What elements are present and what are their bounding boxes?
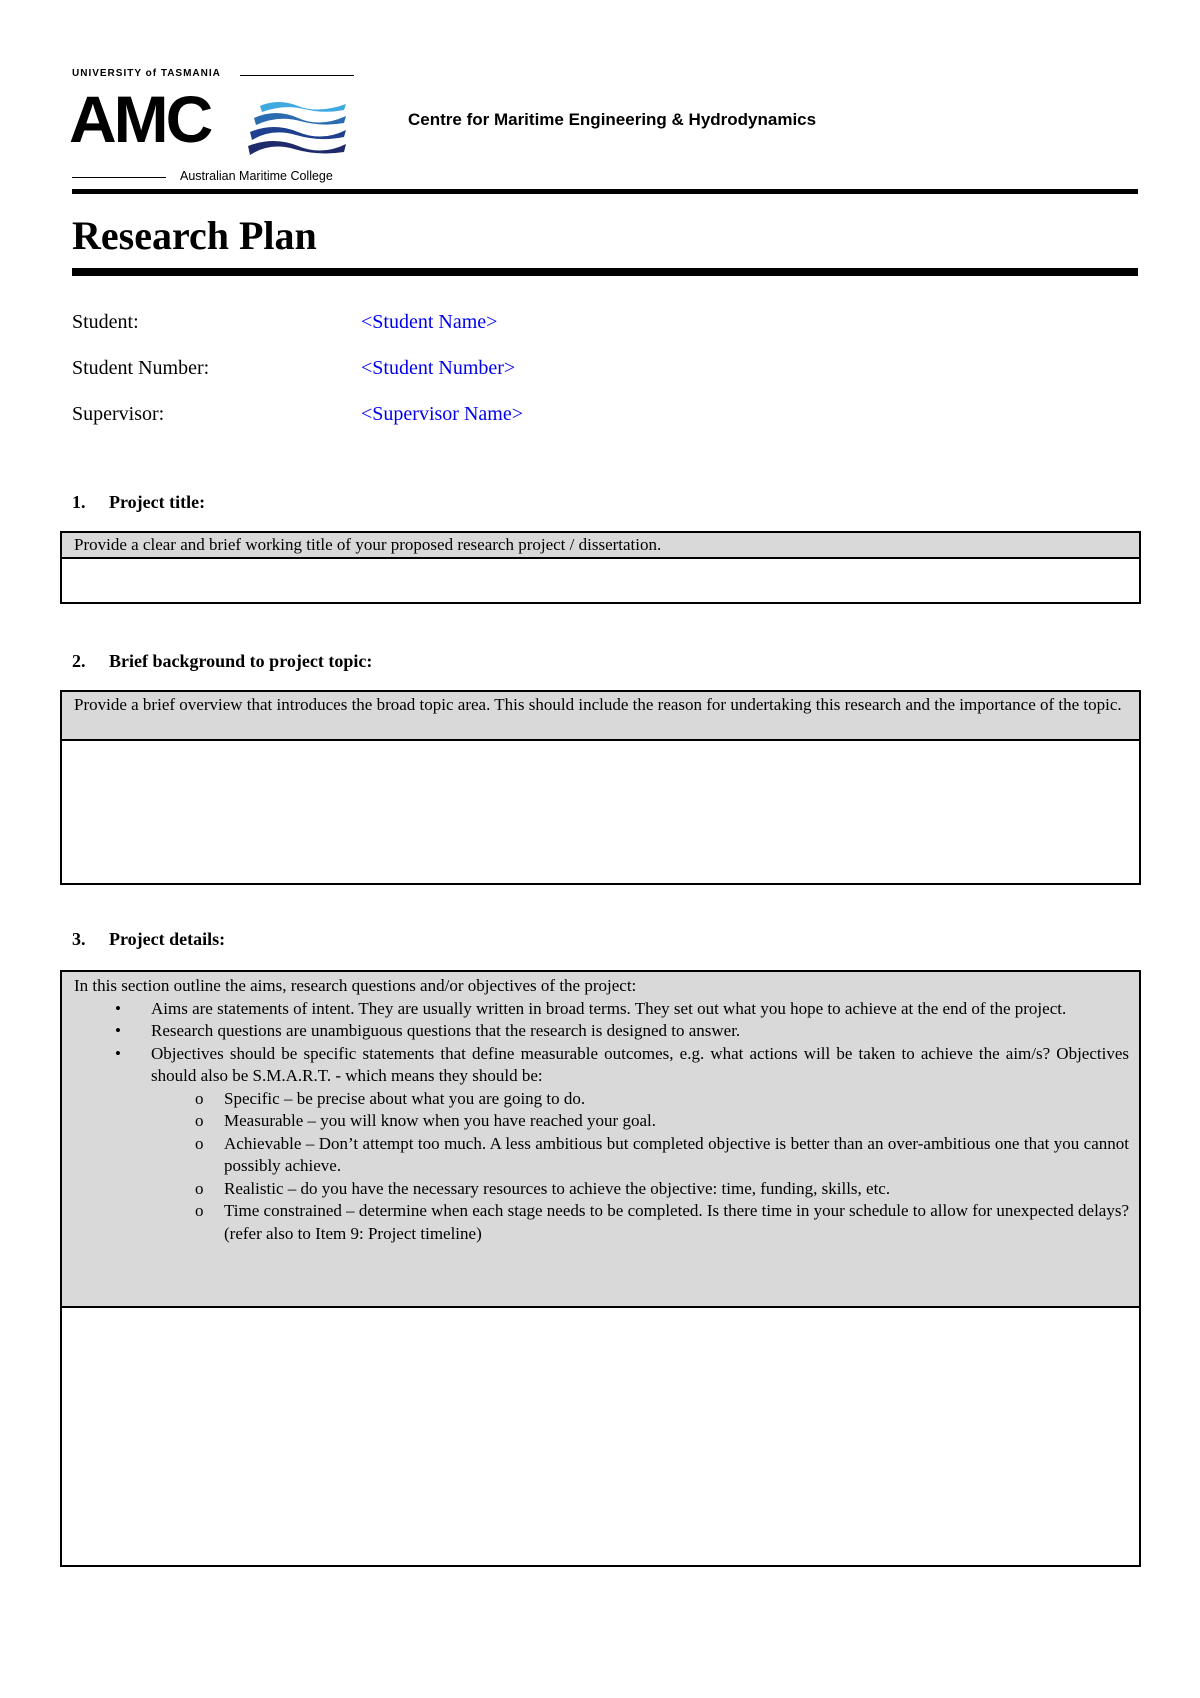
project-title-input[interactable] bbox=[62, 559, 1139, 602]
section-number: 3. bbox=[72, 929, 86, 949]
project-details-box bbox=[60, 970, 1141, 1567]
bullet-list bbox=[74, 998, 1129, 1246]
supervisor-label: Supervisor: bbox=[72, 403, 165, 425]
smart-item bbox=[74, 1200, 1129, 1245]
section-title: Project title: bbox=[109, 492, 206, 512]
student-label: Student: bbox=[72, 311, 139, 333]
section-3-heading bbox=[72, 929, 225, 950]
smart-item bbox=[74, 1088, 1129, 1111]
smart-text: Time constrained – determine when each stage needs to be completed. Is there time in your schedule to allow for unexpected delays? (refer also to Item 9: Project timeline) bbox=[224, 1201, 1129, 1243]
student-name-field[interactable]: <Student Name> bbox=[361, 311, 498, 333]
smart-text: Measurable – you will know when you have reached your goal. bbox=[224, 1111, 656, 1130]
section-prompt bbox=[62, 533, 1139, 559]
section-2-heading bbox=[72, 651, 372, 672]
smart-item bbox=[74, 1110, 1129, 1133]
centre-name: Centre for Maritime Engineering & Hydrodynamics bbox=[408, 110, 817, 129]
header-rule bbox=[72, 189, 1138, 194]
prompt-text: Provide a brief overview that introduces the broad topic area. This should include the reason for undertaking this research and the importance of the topic. bbox=[74, 695, 1122, 714]
college-name: Australian Maritime College bbox=[180, 169, 333, 183]
page-title: Research Plan bbox=[72, 213, 317, 258]
amc-logo bbox=[69, 68, 354, 188]
bullet-text: Objectives should be specific statements that define measurable outcomes, e.g. what actions will be taken to achieve the aim/s? Objectives should also be S.M.A.R.T. - which means they should be: bbox=[151, 1043, 1129, 1085]
section-number: 2. bbox=[72, 651, 86, 671]
logo-rule-bottom bbox=[72, 177, 166, 178]
section-prompt bbox=[62, 972, 1139, 1308]
smart-text: Achievable – Don’t attempt too much. A less ambitious but completed objective is better than an over-ambitious one that you cannot possibly achieve. bbox=[224, 1133, 1129, 1175]
section-number: 1. bbox=[72, 492, 86, 512]
prompt-intro: In this section outline the aims, research questions and/or objectives of the project: bbox=[74, 976, 637, 995]
smart-list bbox=[74, 1088, 1129, 1246]
background-box bbox=[60, 690, 1141, 885]
section-prompt bbox=[62, 692, 1139, 741]
bullet-item: • Aims are statements of intent. They are usually written in broad terms. They set out what you hope to achieve at the end of the project. bbox=[74, 998, 1129, 1021]
logo-rule-top bbox=[240, 75, 354, 76]
smart-text: Specific – be precise about what you are going to do. bbox=[224, 1088, 586, 1108]
smart-item bbox=[74, 1133, 1129, 1178]
prompt-text: Provide a clear and brief working title of your proposed research project / dissertation. bbox=[74, 535, 662, 554]
project-title-box bbox=[60, 531, 1141, 604]
bullet-item: • Research questions are unambiguous questions that the research is designed to answer. bbox=[74, 1020, 1129, 1043]
section-title: Brief background to project topic: bbox=[109, 651, 373, 671]
project-details-input[interactable] bbox=[62, 1308, 1139, 1565]
title-rule bbox=[72, 268, 1138, 276]
student-number-field[interactable]: <Student Number> bbox=[361, 357, 516, 379]
section-title: Project details: bbox=[109, 929, 226, 949]
waves-icon bbox=[248, 100, 348, 160]
student-number-label: Student Number: bbox=[72, 357, 210, 379]
supervisor-name-field[interactable]: <Supervisor Name> bbox=[361, 403, 523, 425]
smart-text: Realistic – do you have the necessary resources to achieve the objective: time, funding, skills, etc. bbox=[224, 1178, 891, 1198]
background-input[interactable] bbox=[62, 741, 1139, 883]
bullet-item bbox=[74, 1043, 1129, 1246]
smart-item bbox=[74, 1178, 1129, 1201]
university-name: UNIVERSITY of TASMANIA bbox=[72, 68, 221, 79]
amc-logo-text: AMC bbox=[69, 82, 211, 156]
section-1-heading bbox=[72, 492, 205, 513]
